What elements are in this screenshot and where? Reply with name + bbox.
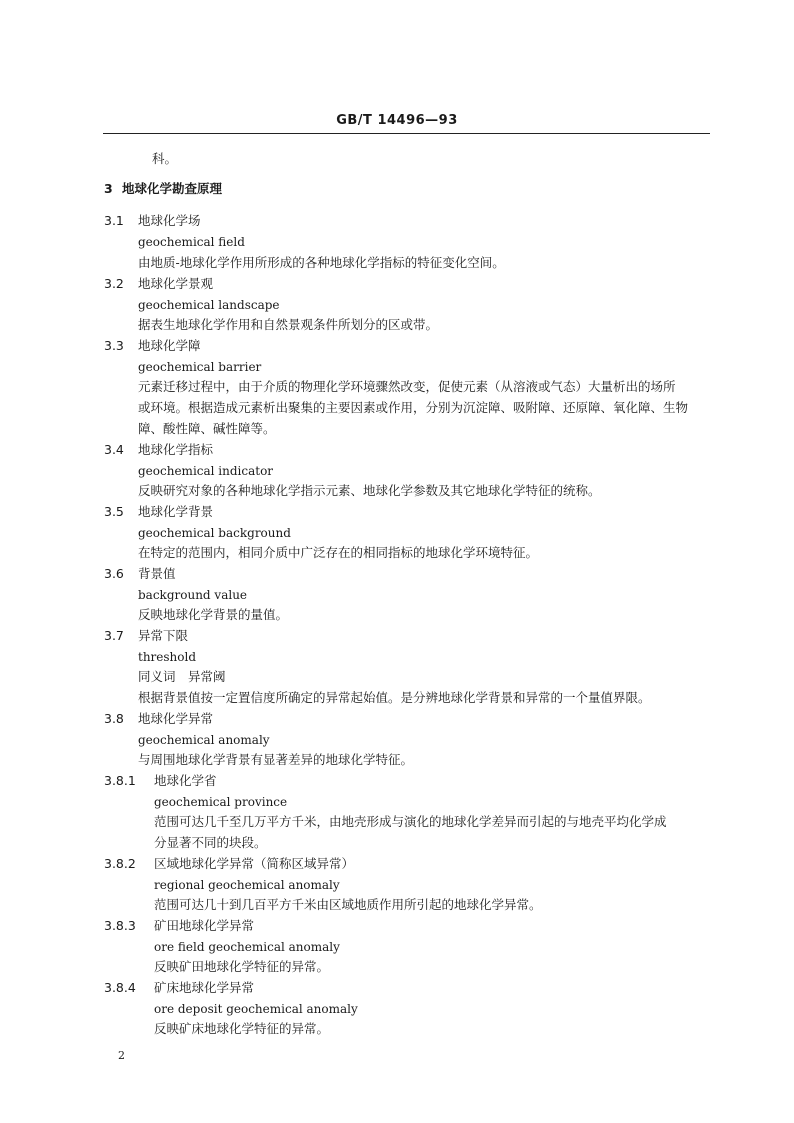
term-title-zh: 地球化学省 [154,773,217,788]
term-number: 3.2 [104,276,124,291]
term-definition: 或环境。根据造成元素析出聚集的主要因素或作用，分别为沉淀障、吸附障、还原障、氧化障、生物 [138,400,689,415]
term-title-en: threshold [138,650,197,664]
term-number: 3.7 [104,628,124,643]
term-title-en: geochemical indicator [138,464,274,478]
term-number: 3.4 [104,442,124,457]
term-number: 3.5 [104,504,124,519]
term-definition: 反映地球化学背景的量值。 [138,607,289,622]
term-synonym: 同义词 异常阈 [138,669,226,684]
term-title-zh: 背景值 [138,566,176,581]
term-title-zh: 地球化学异常 [138,711,214,726]
term-number: 3.6 [104,566,124,581]
term-title-en: geochemical landscape [138,298,280,312]
term-definition: 由地质-地球化学作用所形成的各种地球化学指标的特征变化空间。 [138,255,505,270]
term-title-zh: 区域地球化学异常（简称区域异常） [154,856,355,871]
term-title-en: background value [138,588,248,602]
section-title: 地球化学勘查原理 [122,181,223,196]
section-number: 3 [104,181,113,196]
term-definition: 据表生地球化学作用和自然景观条件所划分的区或带。 [138,317,439,332]
term-definition: 根据背景值按一定置信度所确定的异常起始值。是分辨地球化学背景和异常的一个量值界限。 [138,690,651,705]
term-title-zh: 地球化学指标 [138,442,214,457]
term-definition: 与周围地球化学背景有显著差异的地球化学特征。 [138,752,414,767]
term-definition: 分显著不同的块段。 [154,835,267,850]
term-title-en: geochemical barrier [138,360,262,374]
term-definition: 障、酸性障、碱性障等。 [138,421,276,436]
term-number: 3.8.1 [104,773,136,788]
term-title-en: regional geochemical anomaly [154,878,340,892]
term-title-zh: 地球化学障 [138,338,201,353]
term-title-en: geochemical anomaly [138,733,270,747]
term-title-zh: 地球化学背景 [138,504,214,519]
term-number: 3.8.3 [104,918,136,933]
term-title-zh: 地球化学场 [138,213,201,228]
term-title-en: geochemical province [154,795,288,809]
term-title-zh: 矿田地球化学异常 [154,918,255,933]
term-title-en: ore deposit geochemical anomaly [154,1002,358,1016]
term-definition: 在特定的范围内，相同介质中广泛存在的相同指标的地球化学环境特征。 [138,545,539,560]
term-definition: 反映矿田地球化学特征的异常。 [154,959,330,974]
page-number: 2 [118,1049,125,1062]
header-rule [103,133,710,134]
term-number: 3.3 [104,338,124,353]
term-title-zh: 异常下限 [138,628,189,643]
term-definition: 范围可达几千至几万平方千米，由地壳形成与演化的地球化学差异而引起的与地壳平均化学成 [154,814,667,829]
term-title-zh: 矿床地球化学异常 [154,980,255,995]
term-number: 3.8.4 [104,980,136,995]
term-number: 3.1 [104,213,124,228]
continuation-text: 科。 [152,151,178,166]
term-definition: 范围可达几十到几百平方千米由区域地质作用所引起的地球化学异常。 [154,897,542,912]
term-definition: 反映研究对象的各种地球化学指示元素、地球化学参数及其它地球化学特征的统称。 [138,483,601,498]
term-number: 3.8.2 [104,856,136,871]
term-number: 3.8 [104,711,124,726]
term-definition: 反映矿床地球化学特征的异常。 [154,1021,330,1036]
term-definition: 元素迁移过程中，由于介质的物理化学环境骤然改变，促使元素（从溶液或气态）大量析出的场所 [138,379,676,394]
term-title-en: ore field geochemical anomaly [154,940,340,954]
term-title-en: geochemical field [138,235,245,249]
standard-header: GB/T 14496—93 [336,113,458,128]
term-title-en: geochemical background [138,526,291,540]
term-title-zh: 地球化学景观 [138,276,214,291]
